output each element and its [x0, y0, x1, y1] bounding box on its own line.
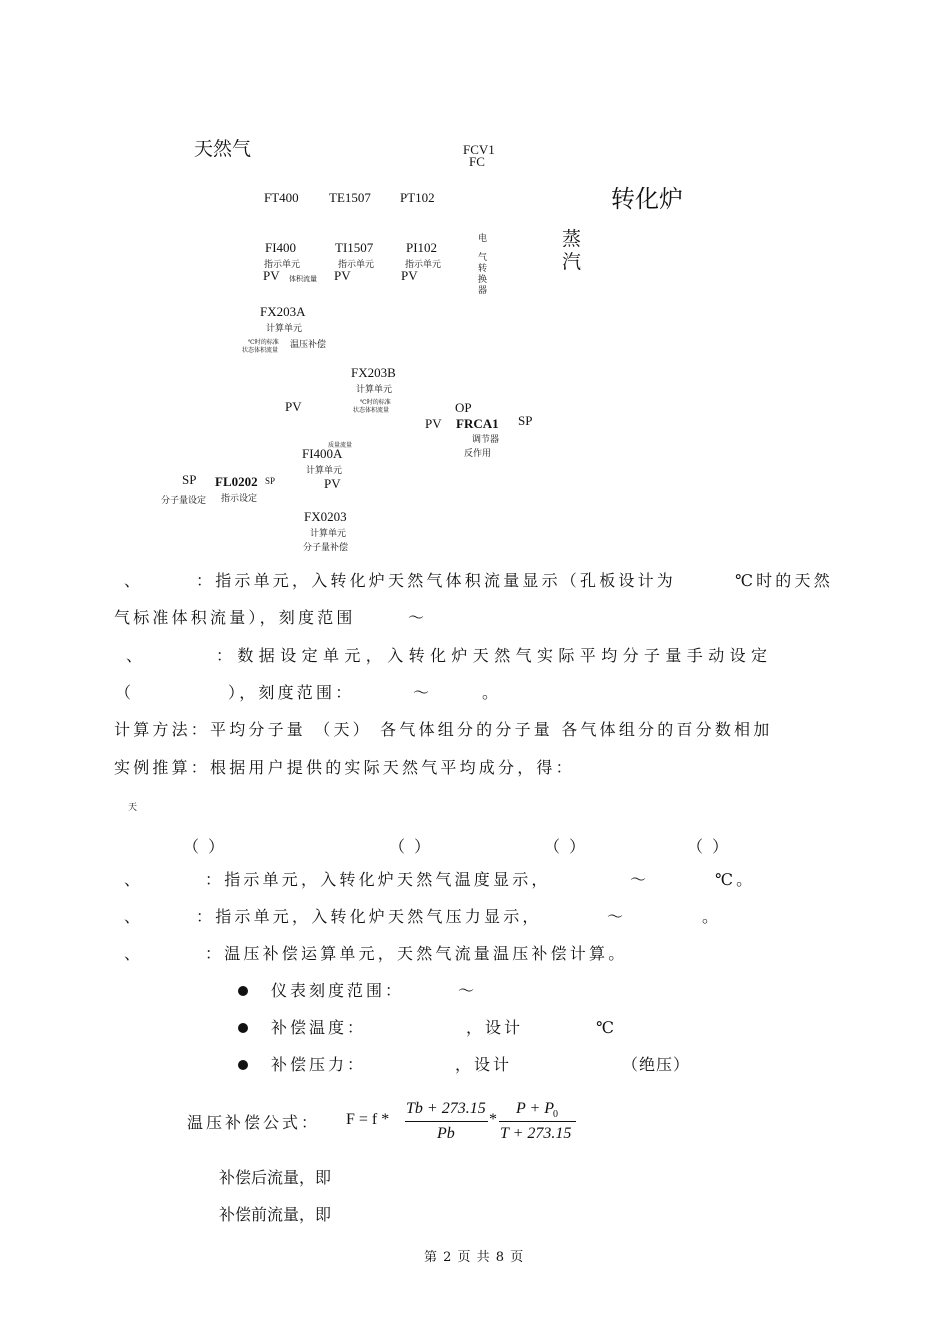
calc-unit-a: 计算单元 — [266, 324, 303, 334]
p5-text: ：温压补偿运算单元，天然气流量温压补偿计算。 — [205, 944, 628, 963]
page-footer: 第 2 页 共 8 页 — [424, 1250, 525, 1265]
p1-line2: 气标准体积流量），刻度范围 — [114, 608, 356, 627]
p1-comma: 、 — [124, 571, 144, 590]
mass-flow-label: 质量流量 — [328, 442, 353, 449]
pt102-label: PT102 — [400, 190, 435, 205]
formula-num1 — [406, 1101, 486, 1117]
p4-text: ：指示单元，入转化炉天然气压力显示， — [196, 907, 542, 926]
p4-period: 。 — [702, 907, 722, 926]
paren-4: （ ） — [687, 837, 731, 856]
formula-lhs: F = f * — [346, 1111, 390, 1128]
mw-setting-label: 分子量设定 — [161, 496, 207, 506]
fx203b-label: FX203B — [351, 365, 396, 380]
p4-tilde: ～ — [607, 907, 627, 926]
bullet-2-design: ，设计 — [466, 1018, 524, 1037]
formula-num2: P + P — [516, 1100, 555, 1117]
pv-label-2: PV — [334, 268, 351, 283]
ep-converter-5: 器 — [478, 286, 488, 296]
ep-converter-1: 电 — [478, 234, 488, 244]
formula-den2 — [500, 1126, 571, 1142]
p3-text: ：指示单元，入转化炉天然气温度显示， — [205, 870, 551, 889]
ti1507-label: TI1507 — [335, 240, 374, 255]
mw-comp-label: 分子量补偿 — [303, 543, 349, 553]
sub-tian: 天 — [128, 803, 138, 813]
fi400-label: FI400 — [265, 240, 297, 255]
steam-label-2: 汽 — [562, 251, 582, 273]
indicate-setting-label: 指示设定 — [221, 494, 258, 504]
pv-label-1: PV — [263, 268, 280, 283]
bullet-1-tilde: ～ — [458, 981, 478, 1000]
std-volume-b-2: 状态体积流量 — [353, 407, 390, 414]
paren-2: （ ） — [389, 837, 433, 856]
after-comp-text: 补偿后流量，即 — [219, 1168, 332, 1187]
fx0203-label: FX0203 — [304, 509, 347, 524]
ft400-label: FT400 — [264, 190, 299, 205]
sp-label-2: SP — [182, 472, 197, 487]
pi102-label: PI102 — [406, 240, 438, 255]
p3-comma: 、 — [124, 870, 144, 889]
pv-label-6: PV — [324, 476, 341, 491]
p1-tail: ℃时的天然 — [735, 571, 833, 590]
pv-label-3: PV — [401, 268, 418, 283]
p2-range: ），刻度范围： — [228, 683, 355, 702]
example-text: 实例推算：根据用户提供的实际天然气平均成分，得： — [114, 758, 575, 777]
p2-comma: 、 — [126, 646, 146, 665]
fl0202-label: FL0202 — [215, 474, 258, 489]
fx203a-label: FX203A — [260, 304, 306, 319]
std-volume-b-1: ℃时的标准 — [360, 399, 391, 406]
p3-tilde: ～ — [630, 870, 650, 889]
std-volume-a-1: ℃时的标准 — [248, 339, 279, 346]
indicator-unit-2: 指示单元 — [338, 260, 375, 270]
natural-gas-label: 天然气 — [194, 138, 252, 160]
formula-den2-text: T + 273.15 — [500, 1125, 572, 1142]
p4-comma: 、 — [124, 907, 144, 926]
fi400a-label: FI400A — [302, 446, 343, 461]
bullet-3-text: 补偿压力： — [271, 1055, 367, 1074]
p2-period: 。 — [482, 683, 502, 702]
ep-converter-2: 气 — [478, 253, 488, 263]
p2-text: ：数据设定单元，入转化炉天然气实际平均分子量手动设定 — [216, 646, 773, 665]
p1-text: ：指示单元，入转化炉天然气体积流量显示（孔板设计为 — [196, 571, 677, 590]
calc-unit-c: 计算单元 — [306, 466, 343, 476]
p1-tilde: ～ — [408, 608, 428, 627]
op-label: OP — [455, 400, 472, 415]
fcv1-label: FCV1 — [463, 142, 495, 157]
temp-press-comp-label: 温压补偿 — [290, 340, 327, 350]
ep-converter-3: 转 — [478, 264, 488, 274]
paren-3: （ ） — [544, 837, 588, 856]
bullet-3-abs: （绝压） — [622, 1055, 691, 1074]
bullet-1-text: 仪表刻度范围： — [271, 981, 405, 1000]
ep-converter-4: 换 — [478, 275, 488, 285]
bullet-2-unit: ℃ — [596, 1018, 617, 1037]
bullet-dot-1 — [238, 986, 248, 996]
formula-label: 温压补偿公式： — [187, 1113, 321, 1132]
before-comp-text: 补偿前流量，即 — [219, 1205, 332, 1224]
volume-flow-label: 体积流量 — [289, 275, 317, 283]
formula-den1: Pb — [437, 1125, 455, 1142]
bullet-3-design: ，设计 — [455, 1055, 513, 1074]
p2-open-paren: （ — [115, 683, 135, 702]
bullet-dot-2 — [238, 1023, 248, 1033]
te1507-label: TE1507 — [329, 190, 371, 205]
reformer-label: 转化炉 — [611, 185, 683, 213]
regulator-label: 调节器 — [472, 435, 500, 445]
calc-unit-d: 计算单元 — [310, 529, 347, 539]
indicator-unit-1: 指示单元 — [264, 260, 301, 270]
p2-tilde: ～ — [413, 683, 433, 702]
bullet-dot-3 — [238, 1060, 248, 1070]
formula-fraction-line-2 — [499, 1121, 576, 1122]
sp-label-3: SP — [265, 476, 276, 486]
formula-num2-sub: 0 — [553, 1109, 558, 1120]
bullet-2-text: 补偿温度： — [271, 1018, 367, 1037]
calc-method-text: 计算方法：平均分子量 （天） 各气体组分的分子量 各气体组分的百分数相加 — [114, 720, 773, 739]
paren-1: （ ） — [183, 837, 227, 856]
sp-label-1: SP — [518, 413, 533, 428]
steam-label-1: 蒸 — [562, 228, 582, 250]
calc-unit-b: 计算单元 — [356, 385, 393, 395]
std-volume-a-2: 状态体积流量 — [242, 347, 279, 354]
reverse-action-label: 反作用 — [464, 449, 492, 459]
pv-label-4: PV — [285, 399, 302, 414]
p3-unit: ℃。 — [715, 870, 756, 889]
pv-label-5: PV — [425, 416, 442, 431]
frca1-label: FRCA1 — [456, 416, 499, 431]
formula-num1-text: Tb + 273.15 — [406, 1100, 486, 1117]
formula-mul: * — [489, 1111, 497, 1128]
fc-label: FC — [469, 154, 485, 169]
formula-fraction-line-1 — [405, 1121, 488, 1122]
indicator-unit-3: 指示单元 — [405, 260, 442, 270]
p5-comma: 、 — [124, 944, 144, 963]
